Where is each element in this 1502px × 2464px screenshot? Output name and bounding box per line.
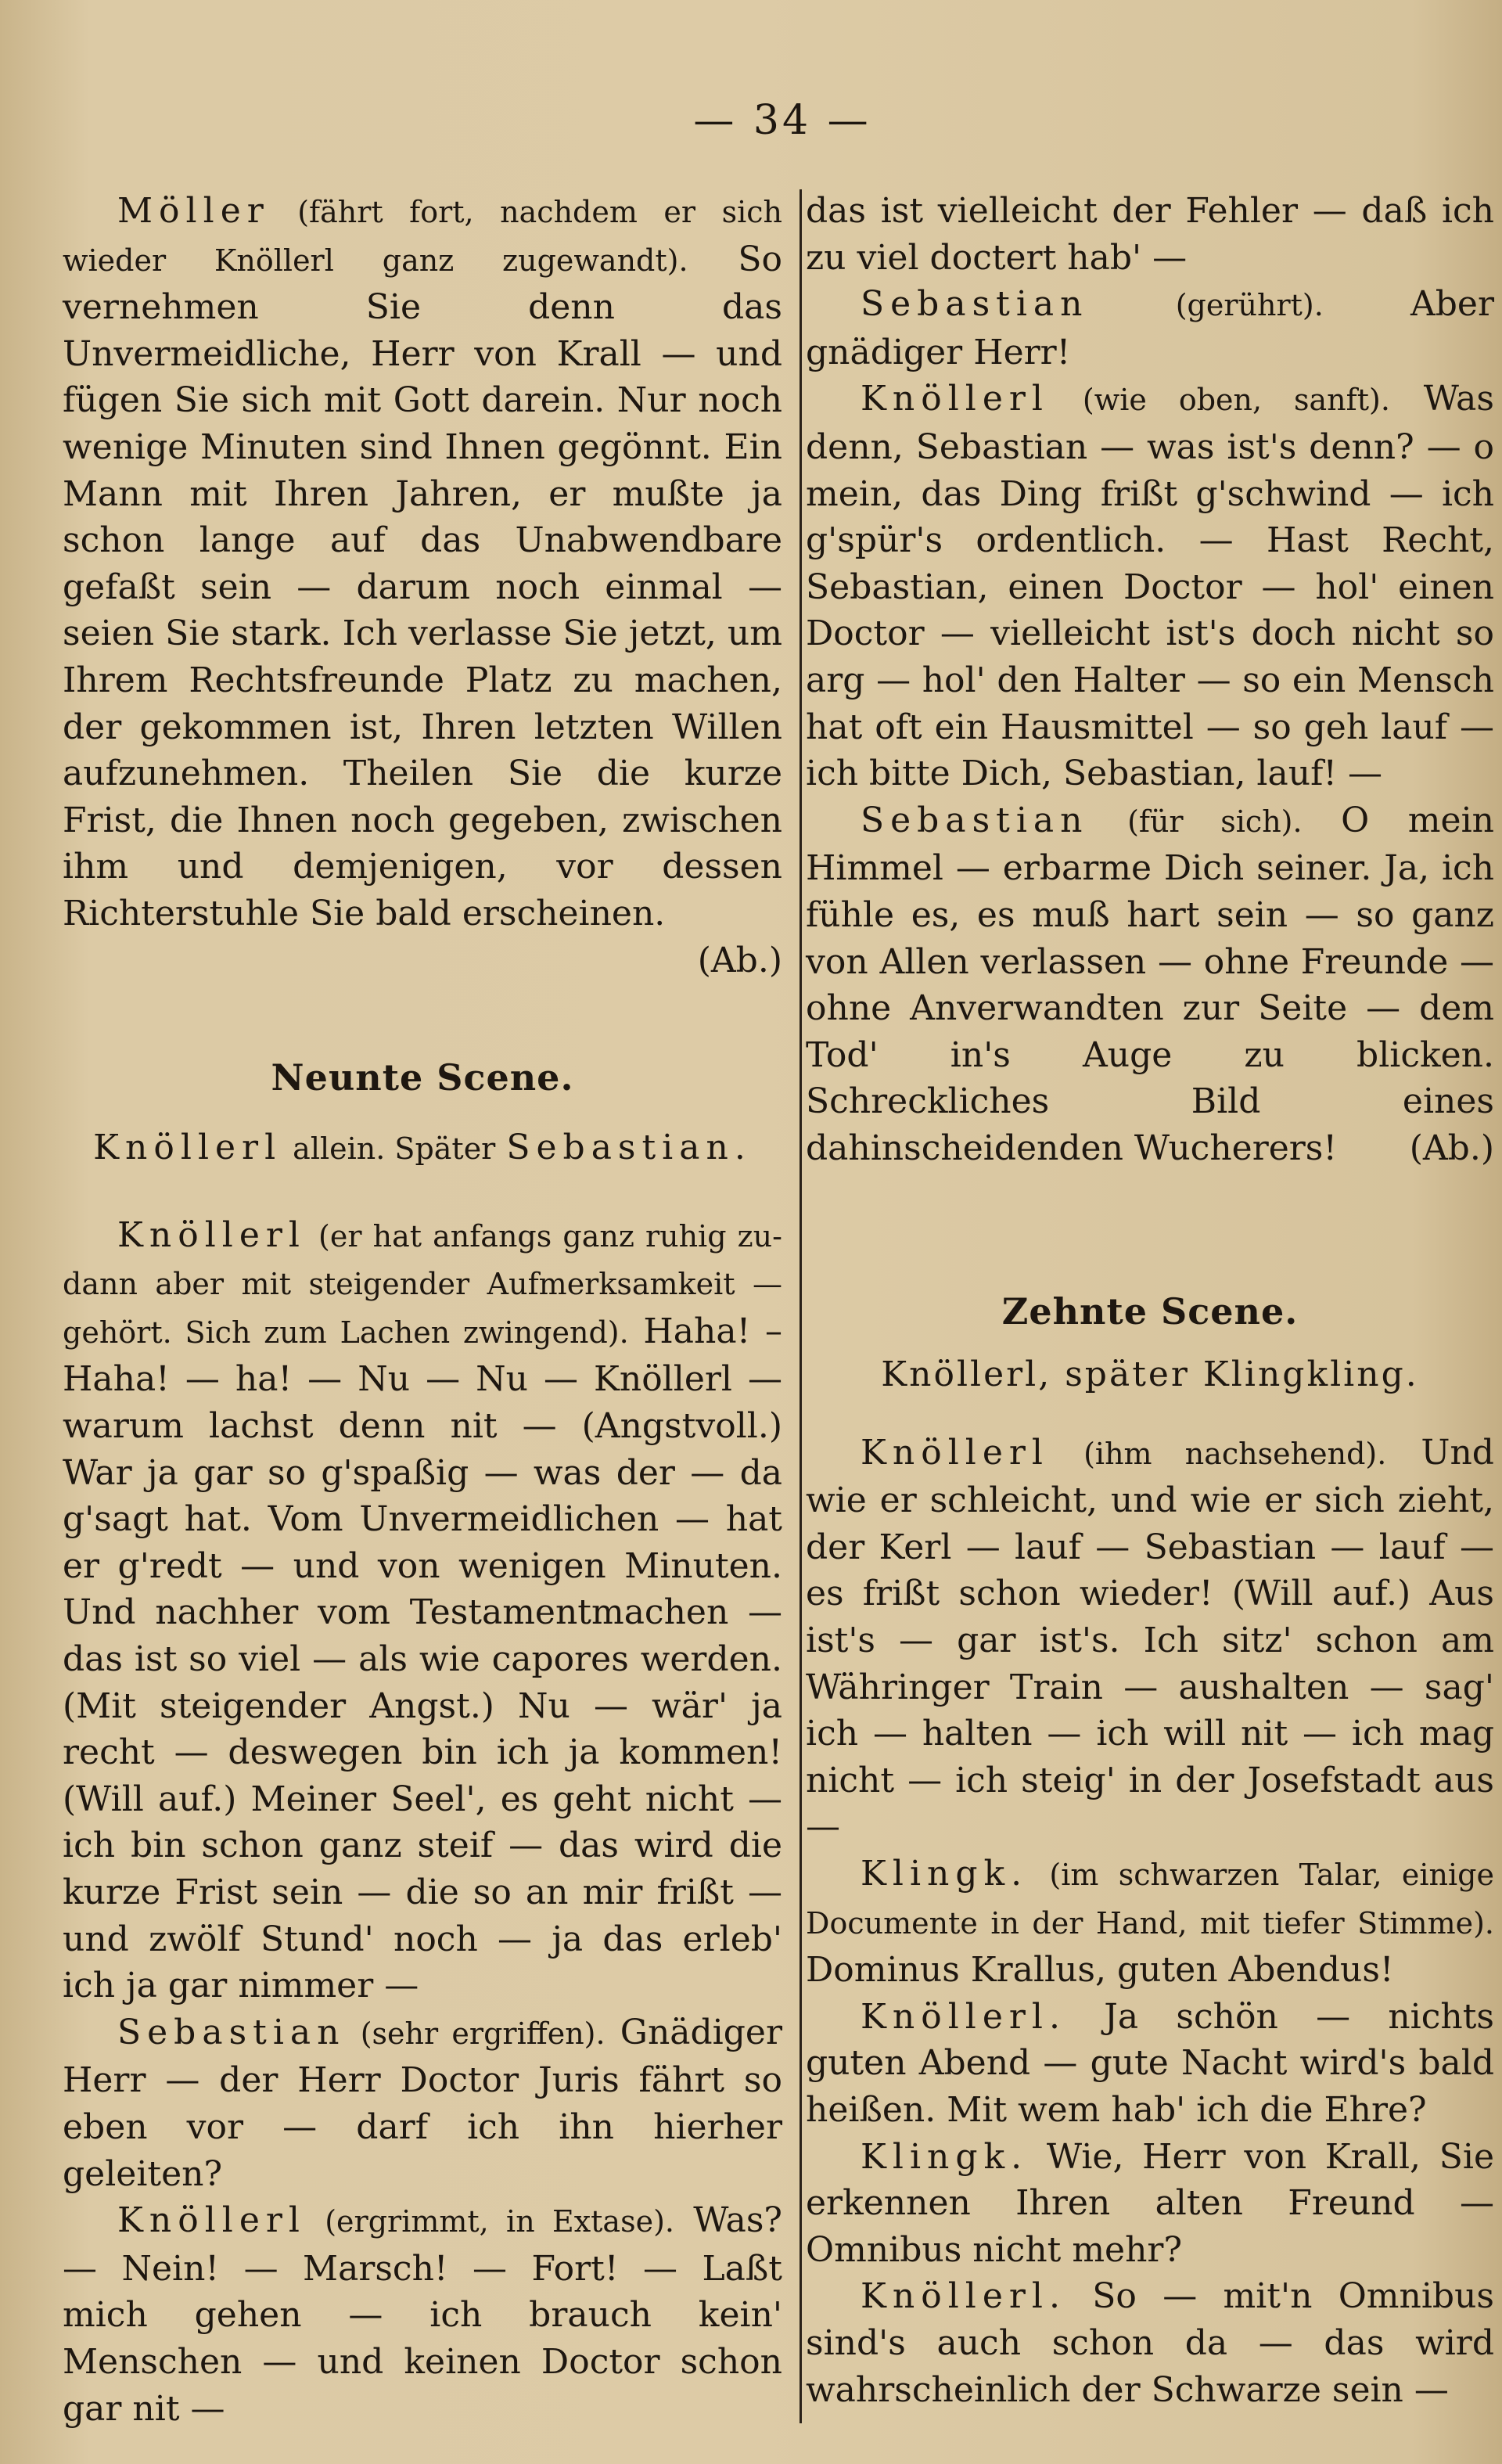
stage-direction: (wie oben, sanft).	[1082, 383, 1390, 418]
paragraph-knoellerl-1	[63, 1212, 782, 2009]
page-number: — 34 —	[693, 97, 871, 144]
speaker-name: Knöllerl	[861, 1432, 1049, 1473]
speaker-name: Knöllerl	[861, 379, 1049, 419]
paragraph-sebastian-2	[806, 281, 1494, 376]
right-column	[806, 188, 1494, 2413]
stage-direction: (für sich).	[1127, 804, 1303, 839]
paragraph-knoellerl-6	[806, 2273, 1494, 2413]
speaker-name: Möller	[117, 191, 270, 231]
paragraph-sebastian-3	[806, 797, 1494, 1172]
cast-note: allein. Später	[293, 1131, 496, 1167]
dialogue-text: Und wie er schleicht, und wie er sich zieht, der Kerl — lauf — Sebastian — lauf — es frißt schon wieder! (Will auf.) Aus ist's — gar ist's. Ich sitz' schon am Währinger Train — aushalten — sag' ich — halten — ich will nit — ich mag nicht — ich steig' in der Josefstadt aus —	[806, 1432, 1494, 1847]
continued-text: das ist vielleicht der Fehler — daß ich zu viel doctert hab' —	[806, 191, 1494, 278]
stage-direction: (er hat anfangs ganz ruhig zu-dann aber mit steigender Aufmerksamkeit — gehört. Sich zum Lachen zwingend).	[63, 1218, 782, 1350]
scene-title: Zehnte Scene.	[1001, 1290, 1299, 1333]
paragraph-knoellerl-3	[806, 376, 1494, 797]
exit-direction: (Ab.)	[1409, 1128, 1494, 1168]
cast-speaker-2: Sebastian.	[506, 1128, 752, 1168]
speaker-name: Knöllerl.	[861, 2276, 1066, 2317]
speaker-name: Sebastian	[117, 2012, 346, 2052]
speaker-name: Klingk.	[861, 1854, 1029, 1894]
dialogue-text: Gnädiger Herr — der Herr Doctor Juris fährt so eben vor — darf ich ihn hierher geleiten?	[63, 2012, 782, 2194]
dialogue-text: So vernehmen Sie denn das Unvermeidliche, Herr von Krall — und fügen Sie sich mit Gott darein. Nur noch wenige Minuten sind Ihnen gegönnt. Ein Mann mit Ihren Jahren, er mußte ja schon lange auf das Unabwendbare gefaßt sein — darum noch einmal — seien Sie stark. Ich verlasse Sie jetzt, um Ihrem Rechtsfreunde Platz zu machen, der gekommen ist, Ihren letzten Willen aufzunehmen. Theilen Sie die kurze Frist, die Ihnen noch gegeben, zwischen ihm und demjenigen, vor dessen Richterstuhle Sie bald erscheinen.	[63, 239, 782, 933]
dialogue-text: O mein Himmel — erbarme Dich seiner. Ja, ich fühle es, es muß hart sein — so ganz von Allen verlassen — ohne Freunde — ohne Anverwandten zur Seite — dem Tod' in's Auge zu blicken. Schreckliches Bild eines dahinscheidenden Wucherers!	[806, 800, 1494, 1168]
column-divider	[800, 189, 802, 2423]
speaker-name: Knöllerl.	[861, 1996, 1066, 2037]
dialogue-text: Was denn, Sebastian — was ist's denn? — o mein, das Ding frißt g'schwind — ich g'spür's ordentlich. — Hast Recht, Sebastian, einen Doctor — hol' einen Doctor — vielleicht ist's doch nicht so arg — hol' den Halter — so ein Mensch hat oft ein Hausmittel — so geh lauf — ich bitte Dich, Sebastian, lauf! —	[806, 379, 1494, 794]
speaker-name: Sebastian	[861, 800, 1089, 840]
scene-title: Neunte Scene.	[271, 1056, 574, 1099]
paragraph-klingk-1	[806, 1851, 1494, 1994]
dialogue-text: Wie, Herr von Krall, Sie erkennen Ihren alten Freund — Omnibus nicht mehr?	[806, 2136, 1494, 2270]
dialogue-text: Dominus Krallus, guten Abendus!	[806, 1950, 1394, 1991]
paragraph-knoellerl-5	[806, 1994, 1494, 2134]
paragraph-knoellerl-4	[806, 1430, 1494, 1851]
speaker-name: Knöllerl	[117, 1214, 306, 1255]
dialogue-text: Haha! – Haha! — ha! — Nu — Nu — Knöllerl — warum lachst denn nit — (Angstvoll.) War ja gar so g'spaßig — was der — da g'sagt hat. Vom Unvermeidlichen — hat er g'redt — und von wenigen Minuten. Und nachher vom Testamentmachen — das ist so viel — als wie capores werden. (Mit steigender Angst.) Nu — wär' ja recht — deswegen bin ich ja kommen! (Will auf.) Meiner Seel', es geht nicht — ich bin schon ganz steif — das wird die kurze Frist sein — die so an mir frißt — und zwölf Stund' noch — ja das erleb' ich ja gar nimmer —	[63, 1311, 782, 2006]
dialogue-text: Was? — Nein! — Marsch! — Fort! — Laßt mich gehen — ich brauch kein' Menschen — und keinen Doctor schon gar nit —	[63, 2200, 782, 2429]
paragraph-sebastian-1	[63, 2009, 782, 2197]
dialogue-text: Aber gnädiger Herr!	[806, 284, 1494, 372]
paragraph-knoellerl-2	[63, 2197, 782, 2432]
stage-direction: (ihm nachsehend).	[1083, 1436, 1387, 1471]
dialogue-text: Ja schön — nichts guten Abend — gute Nacht wird's bald heißen. Mit wem hab' ich die Ehre?	[806, 1996, 1494, 2130]
stage-direction: (ergrimmt, in Extase).	[325, 2204, 674, 2239]
stage-direction: (fährt fort, nachdem er sich wieder Knöllerl ganz zugewandt).	[63, 195, 782, 278]
cast-speaker: Knöllerl	[93, 1128, 282, 1168]
speaker-name: Klingk.	[861, 2136, 1029, 2177]
stage-direction: (sehr ergriffen).	[360, 2016, 605, 2051]
scene-cast	[63, 1124, 782, 1173]
exit-direction: (Ab.)	[697, 940, 782, 980]
stage-direction: (im schwarzen Talar, einige Documente in der Hand, mit tiefer Stimme).	[806, 1858, 1494, 1941]
paragraph-klingk-2	[806, 2134, 1494, 2274]
left-column	[63, 188, 782, 2432]
dialogue-text: So — mit'n Omnibus sind's auch schon da — das wird wahrscheinlich der Schwarze sein —	[806, 2276, 1494, 2410]
scene-cast: Knöllerl, später Klingkling.	[881, 1354, 1419, 1395]
stage-direction: (gerührt).	[1175, 288, 1324, 323]
paragraph-moeller	[63, 188, 782, 980]
speaker-name: Sebastian	[861, 284, 1089, 325]
speaker-name: Knöllerl	[117, 2200, 306, 2241]
